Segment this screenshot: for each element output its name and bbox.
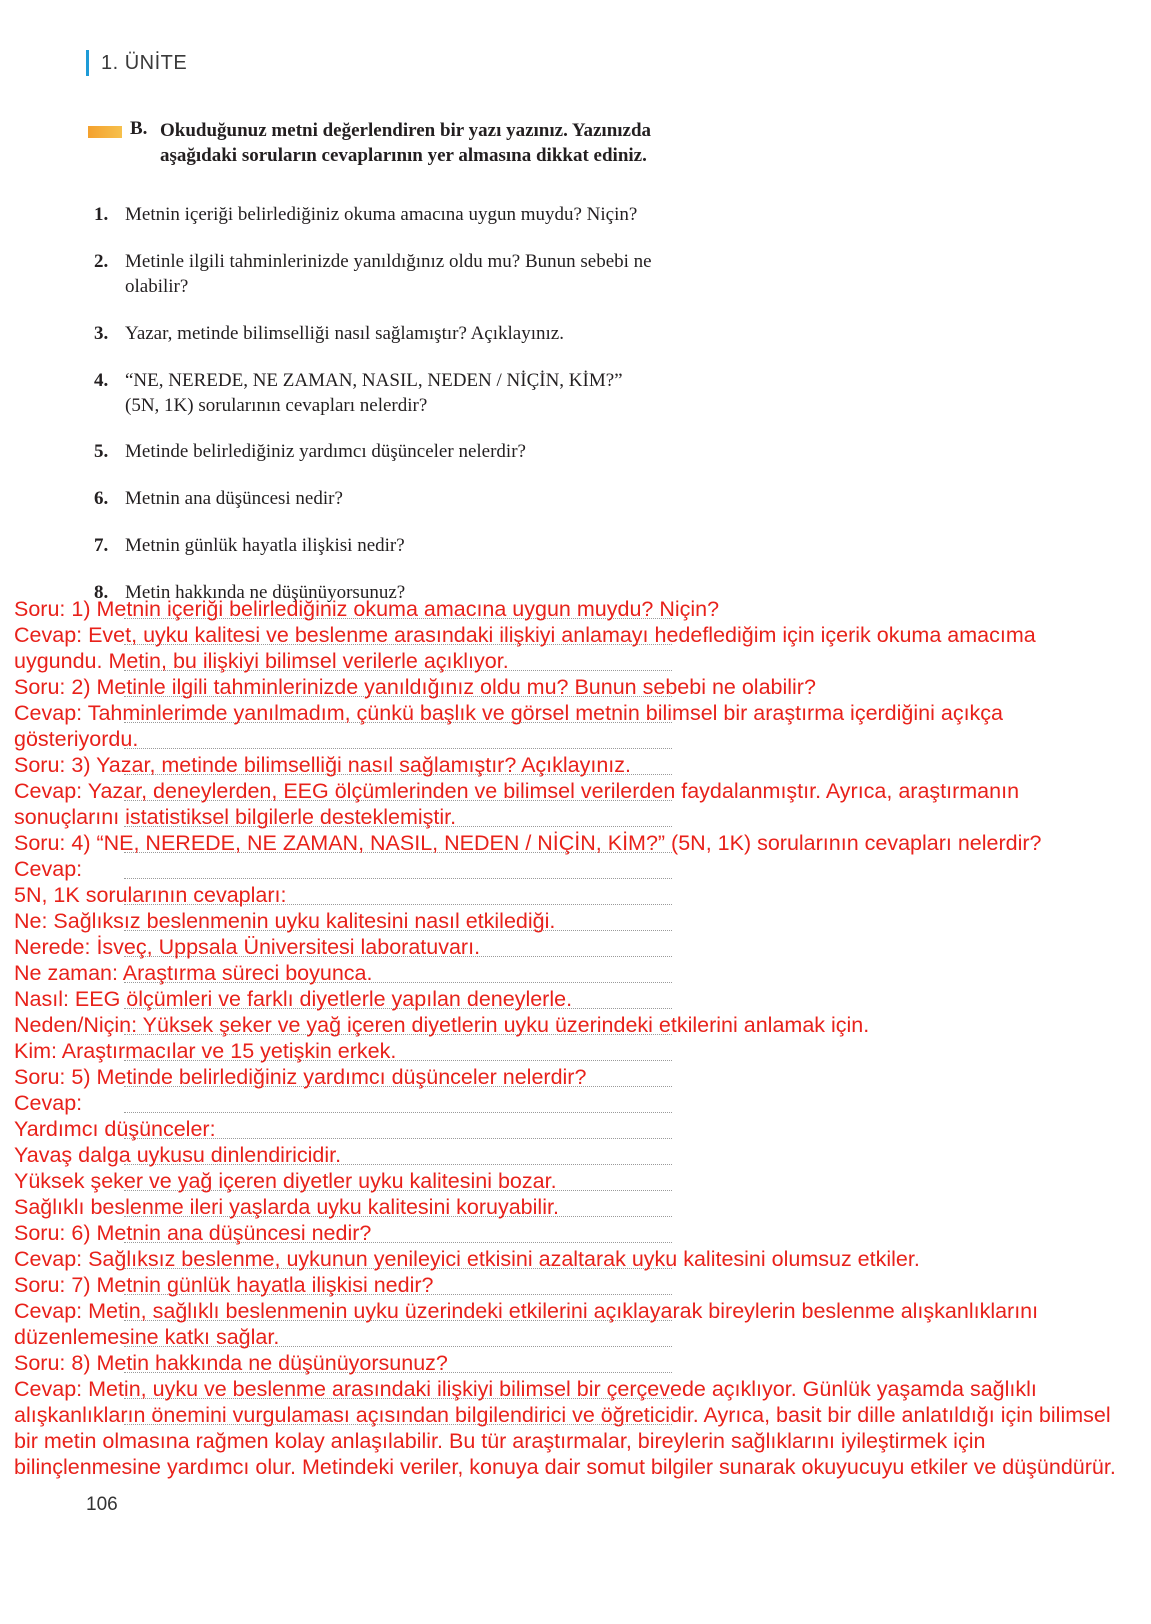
answer-line: Nasıl: EEG ölçümleri ve farklı diyetlerle yapılan deneylerle. <box>14 987 573 1011</box>
question-text: Metin hakkında ne düşünüyorsunuz? <box>125 582 406 603</box>
question-number: 3. <box>94 323 109 344</box>
answers-overlay <box>14 596 1124 1480</box>
unit-accent-bar <box>86 50 89 76</box>
answer-line: Sağlıklı beslenme ileri yaşlarda uyku kalitesini koruyabilir. <box>14 1195 559 1219</box>
question-number: 4. <box>94 370 109 391</box>
answer-line: Yavaş dalga uykusu dinlendiricidir. <box>14 1143 342 1167</box>
answer-line: Yardımcı düşünceler: <box>14 1117 216 1141</box>
answer-line: Soru: 7) Metnin günlük hayatla ilişkisi nedir? <box>14 1273 434 1297</box>
answer-line: Cevap: Metin, sağlıklı beslenmenin uyku üzerindeki etkilerini açıklayarak bireylerin beslenme alışkanlıklarını düzenlemesine katkı sağlar. <box>14 1299 1045 1349</box>
question-number: 7. <box>94 535 109 556</box>
question-number: 6. <box>94 488 109 509</box>
question-number: 1. <box>94 204 109 225</box>
question-text: Metnin günlük hayatla ilişkisi nedir? <box>125 535 405 556</box>
answer-line: Soru: 1) Metnin içeriği belirlediğiniz okuma amacına uygun muydu? Niçin? <box>14 597 720 621</box>
answer-line: Cevap: Evet, uyku kalitesi ve beslenme arasındaki ilişkiyi anlamayı hedeflediğim için içerik okuma amacıma uygundu. Metin, bu ilişkiyi bilimsel verilerle açıklıyor. <box>14 623 1042 673</box>
answer-line: 5N, 1K sorularının cevapları: <box>14 883 287 907</box>
answer-line: Soru: 6) Metnin ana düşüncesi nedir? <box>14 1221 372 1245</box>
answer-line: Yüksek şeker ve yağ içeren diyetler uyku kalitesini bozar. <box>14 1169 557 1193</box>
answer-line: Soru: 2) Metinle ilgili tahminlerinizde yanıldığınız oldu mu? Bunun sebebi ne olabilir? <box>14 675 816 699</box>
question-number: 8. <box>94 582 109 603</box>
answer-line: Neden/Niçin: Yüksek şeker ve yağ içeren diyetlerin uyku üzerindeki etkilerini anlamak için. <box>14 1013 870 1037</box>
answer-line: Nerede: İsveç, Uppsala Üniversitesi laboratuvarı. <box>14 935 481 959</box>
answer-line: Soru: 3) Yazar, metinde bilimselliği nasıl sağlamıştır? Açıklayınız. <box>14 753 631 777</box>
answer-line: Cevap: Sağlıksız beslenme, uykunun yenileyici etkisini azaltarak uyku kalitesini olumsuz etkiler. <box>14 1247 920 1271</box>
task-instruction: Okuduğunuz metni değerlendiren bir yazı yazınız. Yazınızda aşağıdaki soruların cevaplarının yer almasına dikkat ediniz. <box>160 120 652 166</box>
question-text: Metinde belirlediğiniz yardımcı düşünceler nelerdir? <box>125 441 526 462</box>
answer-line: Soru: 5) Metinde belirlediğiniz yardımcı düşünceler nelerdir? <box>14 1065 587 1089</box>
page-number: 106 <box>86 1494 118 1515</box>
answer-line: Soru: 4) “NE, NEREDE, NE ZAMAN, NASIL, NEDEN / NİÇİN, KİM?” (5N, 1K) sorularının cevapları nelerdir? <box>14 831 1042 855</box>
answer-line: Ne: Sağlıksız beslenmenin uyku kalitesini nasıl etkilediği. <box>14 909 556 933</box>
question-number: 5. <box>94 441 109 462</box>
question-text: “NE, NEREDE, NE ZAMAN, NASIL, NEDEN / NİÇİN, KİM?” (5N, 1K) sorularının cevapları nelerdir? <box>125 370 623 416</box>
answer-line: Cevap: <box>14 857 83 881</box>
question-text: Metnin ana düşüncesi nedir? <box>125 488 343 509</box>
task-marker-icon <box>88 126 122 138</box>
question-number: 2. <box>94 251 109 272</box>
answer-line: Ne zaman: Araştırma süreci boyunca. <box>14 961 373 985</box>
answer-line: Cevap: Tahminlerimde yanılmadım, çünkü başlık ve görsel metnin bilimsel bir araştırma içerdiğini açıkça gösteriyordu. <box>14 701 1009 751</box>
answer-line: Cevap: Yazar, deneylerden, EEG ölçümlerinden ve bilimsel verilerden faydalanmıştır. Ayrıca, araştırmanın sonuçlarını istatistiksel bilgilerle desteklemiştir. <box>14 779 1026 829</box>
task-letter: B. <box>130 118 148 139</box>
question-text: Metinle ilgili tahminlerinizde yanıldığınız oldu mu? Bunun sebebi ne olabilir? <box>125 251 652 297</box>
unit-header <box>86 48 187 78</box>
question-text: Metnin içeriği belirlediğiniz okuma amacına uygun muydu? Niçin? <box>125 204 638 225</box>
answer-line: Cevap: Metin, uyku ve beslenme arasındaki ilişkiyi bilimsel bir çerçevede açıklıyor. Günlük yaşamda sağlıklı alışkanlıkların önemini vurgulaması açısından bilgilendirici ve öğreticidir. Ayrıca, basit bir dille anlatıldığı için bilimsel bir metin olmasına rağmen kolay anlaşılabilir. Bu tür araştırmalar, bireylerin sağlıklarını iyileştirmek için bilinçlenmesine yardımcı olur. Metindeki veriler, konuya dair somut bilgiler sunarak okuyucuyu etkiler ve düşündürür. <box>14 1377 1117 1479</box>
unit-title: 1. ÜNİTE <box>101 51 188 74</box>
answer-line: Kim: Araştırmacılar ve 15 yetişkin erkek. <box>14 1039 397 1063</box>
answer-line: Soru: 8) Metin hakkında ne düşünüyorsunuz? <box>14 1351 448 1375</box>
question-text: Yazar, metinde bilimselliği nasıl sağlamıştır? Açıklayınız. <box>125 323 564 344</box>
answer-line: Cevap: <box>14 1091 83 1115</box>
